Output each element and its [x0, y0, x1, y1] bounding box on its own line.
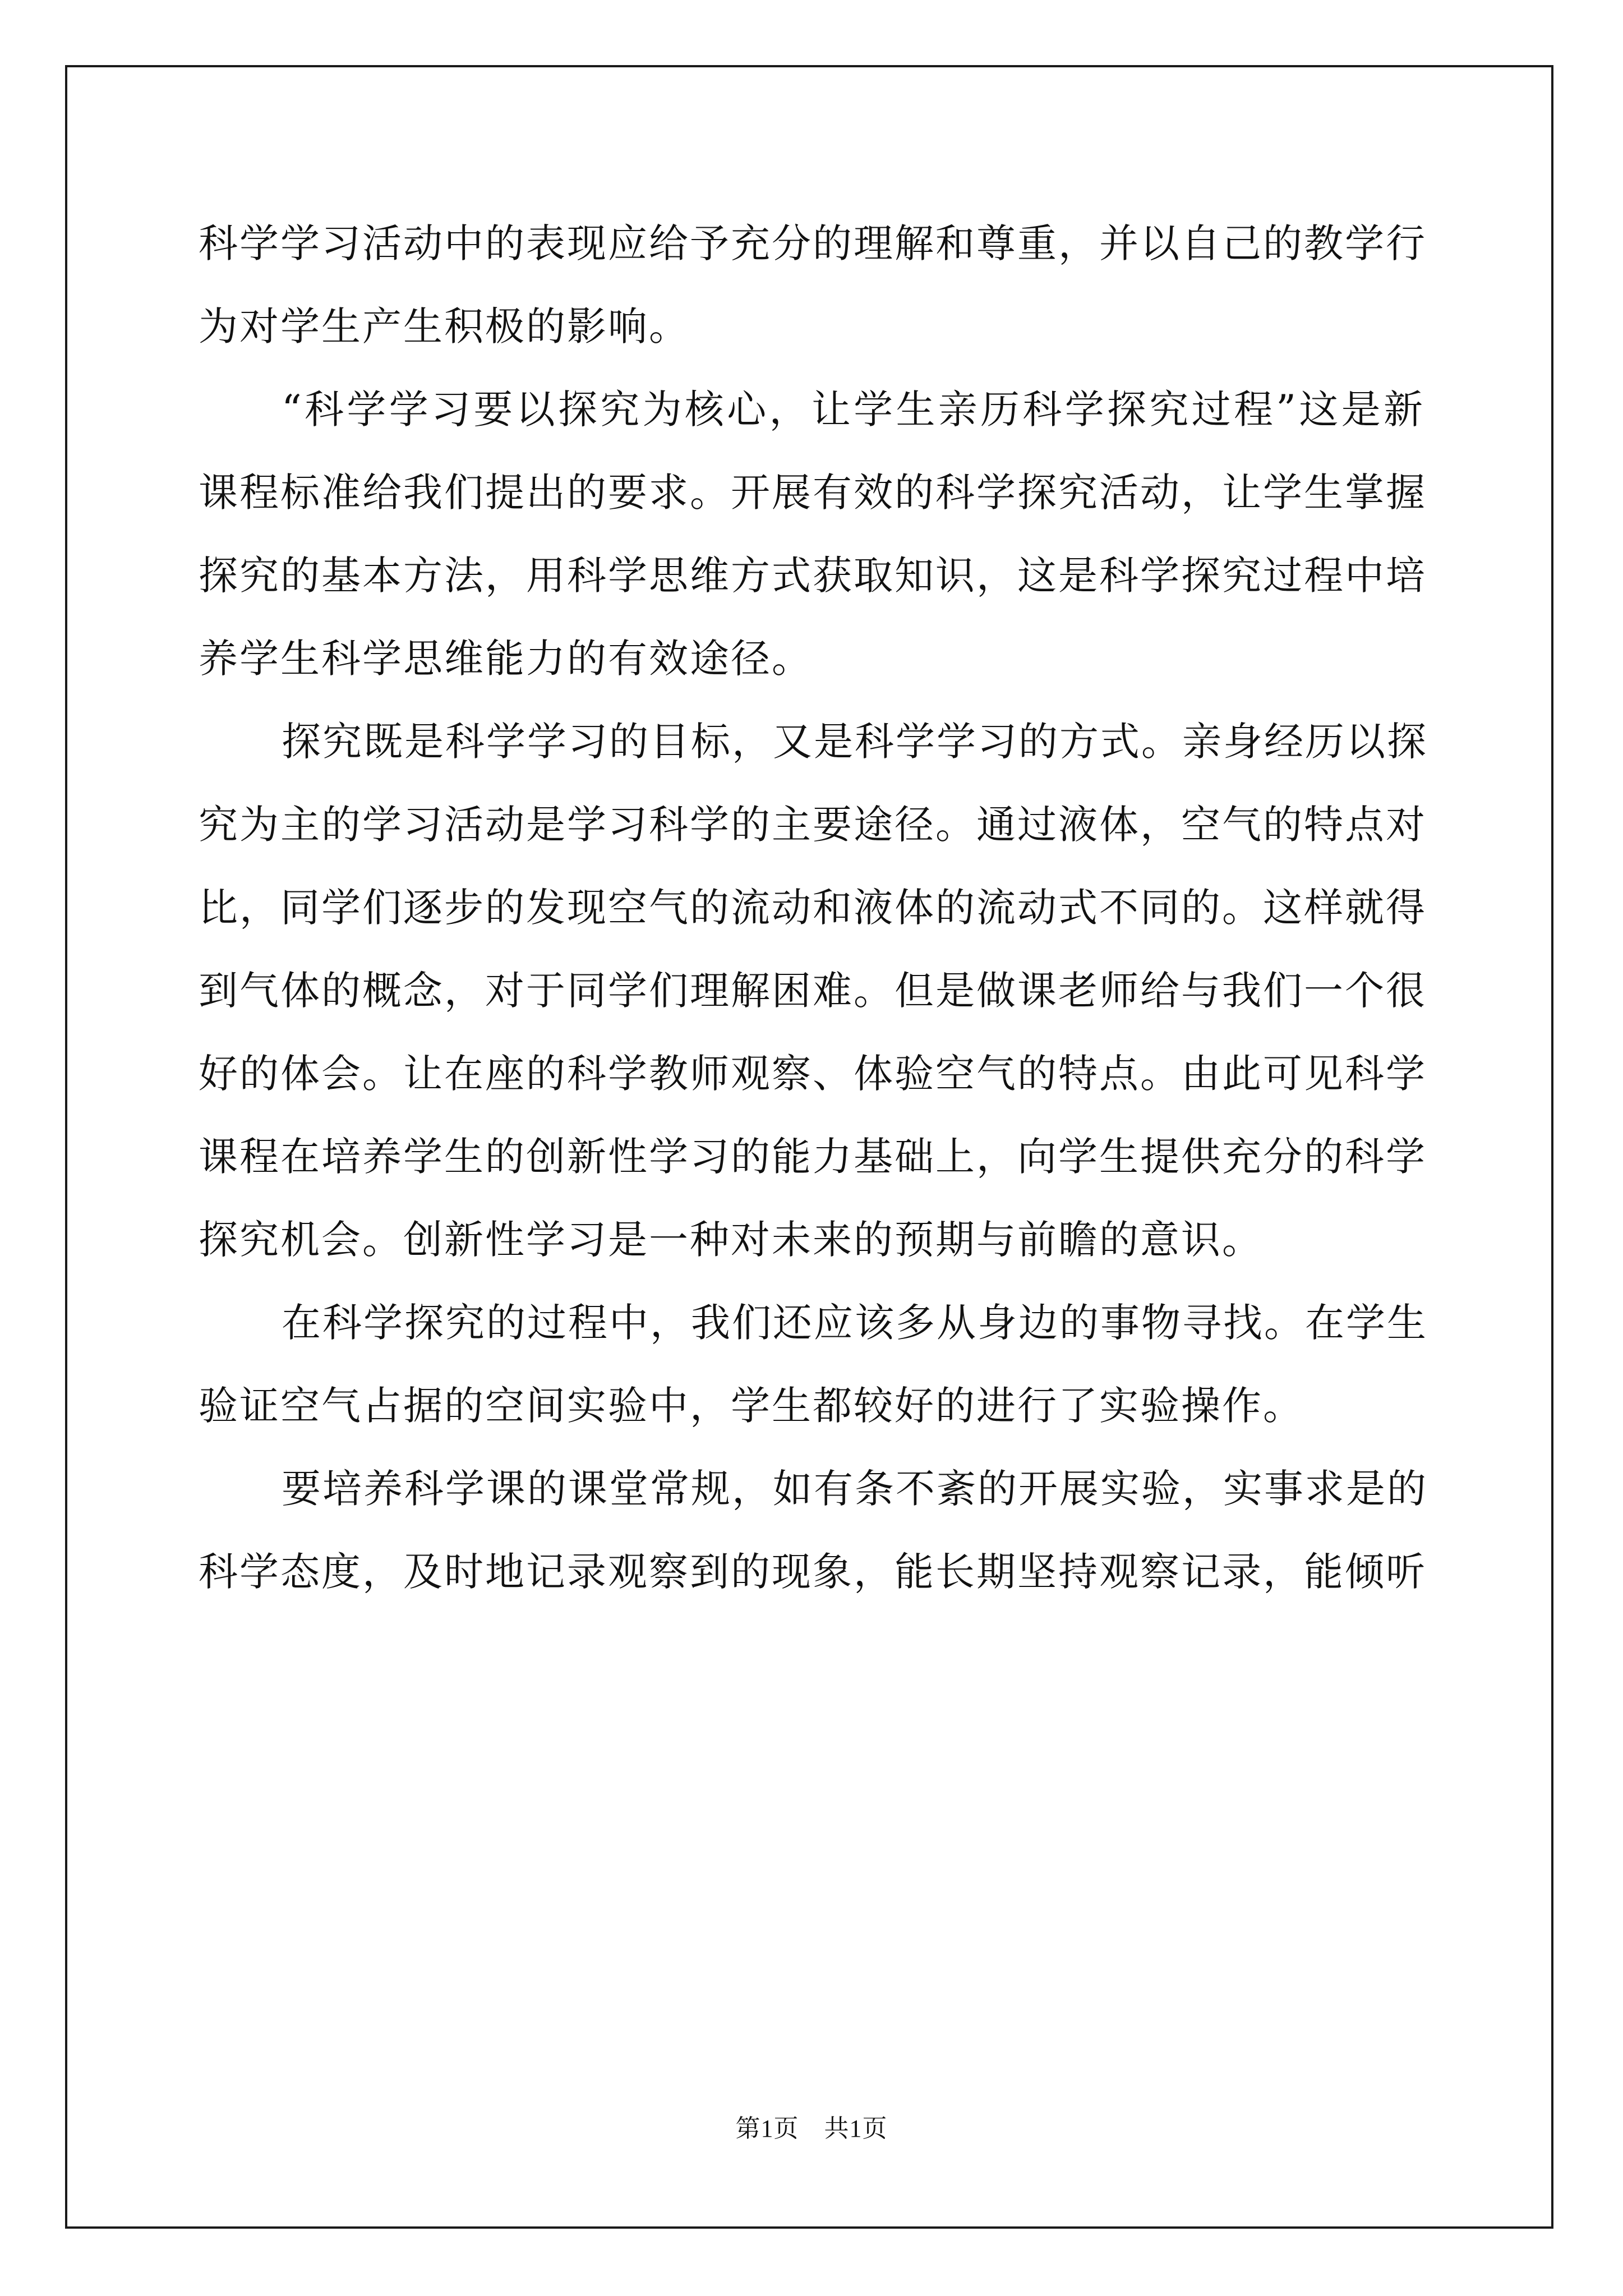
text-line: “科学学习要以探究为核心，让学生亲历科学探究过程”这是新 — [282, 386, 1424, 432]
text-line: 验证空气占据的空间实验中，学生都较好的进行了实验操作。 — [199, 1383, 1304, 1429]
text-line: 要培养科学课的课堂常规，如有条不紊的开展实验，实事求是的 — [282, 1466, 1428, 1512]
text-line: 在科学探究的过程中，我们还应该多从身边的事物寻找。在学生 — [282, 1300, 1428, 1346]
text-line: 究为主的学习活动是学习科学的主要途径。通过液体，空气的特点对 — [199, 802, 1427, 848]
text-line: 探究机会。创新性学习是一种对未来的预期与前瞻的意识。 — [199, 1217, 1263, 1263]
body-text — [199, 202, 1428, 1613]
text-line: 课程在培养学生的创新性学习的能力基础上，向学生提供充分的科学 — [199, 1134, 1427, 1180]
text-line: 好的体会。让在座的科学教师观察、体验空气的特点。由此可见科学 — [199, 1051, 1427, 1097]
text-line: 探究既是科学学习的目标，又是科学学习的方式。亲身经历以探 — [282, 719, 1428, 765]
text-line: 探究的基本方法，用科学思维方式获取知识，这是科学探究过程中培 — [199, 553, 1427, 599]
text-line: 养学生科学思维能力的有效途径。 — [199, 636, 813, 682]
text-line: 为对学生产生积极的影响。 — [199, 303, 690, 349]
text-line: 科学学习活动中的表现应给予充分的理解和尊重，并以自己的教学行 — [199, 220, 1427, 266]
text-line: 课程标准给我们提出的要求。开展有效的科学探究活动，让学生掌握 — [199, 470, 1427, 516]
text-line: 到气体的概念，对于同学们理解困难。但是做课老师给与我们一个很 — [199, 968, 1427, 1014]
page-number-footer: 第1页 共1页 — [735, 2115, 888, 2142]
text-line: 比，同学们逐步的发现空气的流动和液体的流动式不同的。这样就得 — [199, 885, 1427, 931]
text-line: 科学态度，及时地记录观察到的现象，能长期坚持观察记录，能倾听 — [199, 1549, 1427, 1595]
